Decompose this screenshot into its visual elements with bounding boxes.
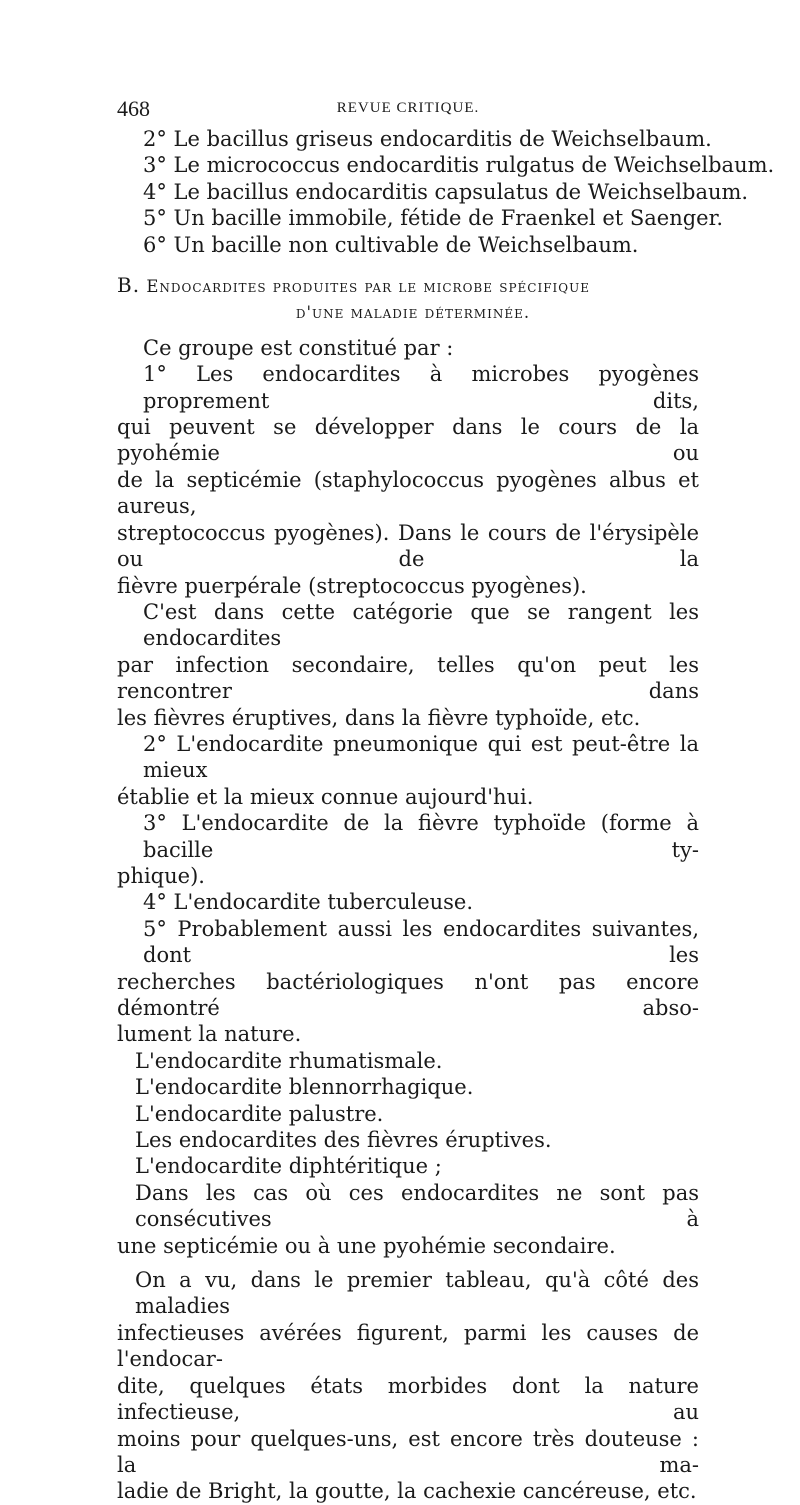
text-line: une septicémie ou à une pyohémie secondaire. [117, 1233, 616, 1258]
text-line: streptococcus pyogènes). Dans le cours de l'érysipèle ou de la [117, 520, 699, 572]
paragraph [117, 361, 699, 599]
list-item: L'endocardite rhumatismale. [135, 1048, 443, 1073]
list-item: L'endocardite blennorrhagique. [135, 1075, 474, 1100]
section-heading [117, 272, 699, 327]
paragraph [117, 916, 699, 1048]
text-line: C'est dans cette catégorie que se rangent les endocardites [143, 599, 699, 651]
paragraph-intro: Ce groupe est constitué par : [143, 335, 454, 360]
text-line: 5° Probablement aussi les endocardites suivantes, dont les [143, 916, 699, 968]
text-line: ladie de Bright, la goutte, la cachexie cancéreuse, etc. [117, 1479, 697, 1504]
list-item: 2° Le bacillus griseus endocarditis de Weichselbaum. [143, 127, 712, 151]
text-line: recherches bactériologiques n'ont pas encore démontré abso- [117, 969, 699, 1020]
text-line: lument la nature. [117, 1022, 302, 1047]
text-line: 1° Les endocardites à microbes pyogènes proprement dits, [143, 362, 699, 413]
text-line: qui peuvent se développer dans le cours de la pyohémie ou [117, 415, 699, 466]
list-item: 4° Le bacillus endocarditis capsulatus de Weichselbaum. [143, 179, 749, 204]
text-line: infectieuses avérées figurent, parmi les causes de l'endocar- [117, 1320, 699, 1372]
text-line: les fièvres éruptives, dans la fièvre typhoïde, etc. [117, 705, 641, 730]
section-letter: B. [117, 273, 141, 298]
section-title-line-1: Endocardites produites par le microbe spécifique [146, 277, 590, 297]
list-item: 5° Un bacille immobile, fétide de Fraenkel et Saenger. [143, 206, 724, 231]
list-item: L'endocardite palustre. [135, 1101, 384, 1126]
page-body [117, 126, 775, 1505]
disease-list [117, 1048, 699, 1180]
organism-list [117, 126, 775, 258]
text-line: établie et la mieux connue aujourd'hui. [117, 784, 534, 809]
text-line: moins pour quelques-uns, est encore très douteuse : la ma- [117, 1426, 699, 1477]
text-line: dite, quelques états morbides dont la nature infectieuse, au [117, 1373, 699, 1425]
text-line: 2° L'endocardite pneumonique qui est peut-être la mieux [143, 731, 699, 783]
text-line: de la septicémie (staphylococcus pyogènes albus et aureus, [117, 467, 699, 519]
text-line: phique). [117, 863, 205, 888]
running-head: REVUE CRITIQUE. [336, 100, 480, 116]
page-number: 468 [117, 96, 150, 121]
text-line: Dans les cas où ces endocardites ne sont pas consécutives à [135, 1180, 699, 1232]
text-line: par infection secondaire, telles qu'on peut les rencontrer dans [117, 652, 699, 704]
list-item: 3° Le micrococcus endocarditis rulgatus de Weichselbaum. [143, 153, 775, 178]
text-line: 3° L'endocardite de la fièvre typhoïde (forme à bacille ty- [143, 811, 699, 862]
page-header [117, 96, 699, 126]
section-title-line-2: d'une maladie déterminée. [295, 303, 531, 323]
paragraph [117, 1180, 699, 1259]
text-line: On a vu, dans le premier tableau, qu'à côté des maladies [135, 1268, 699, 1319]
list-item: Les endocardites des fièvres éruptives. [135, 1128, 552, 1153]
list-item: 6° Un bacille non cultivable de Weichselbaum. [143, 232, 639, 257]
text-line: fièvre puerpérale (streptococcus pyogènes). [117, 573, 587, 598]
paragraph [117, 1267, 699, 1505]
paragraph [117, 731, 699, 810]
list-item: L'endocardite diphtéritique ; [135, 1154, 442, 1179]
paragraph [117, 599, 699, 731]
paragraph [117, 810, 699, 889]
book-page [117, 96, 775, 1505]
text-line: 4° L'endocardite tuberculeuse. [143, 890, 474, 915]
